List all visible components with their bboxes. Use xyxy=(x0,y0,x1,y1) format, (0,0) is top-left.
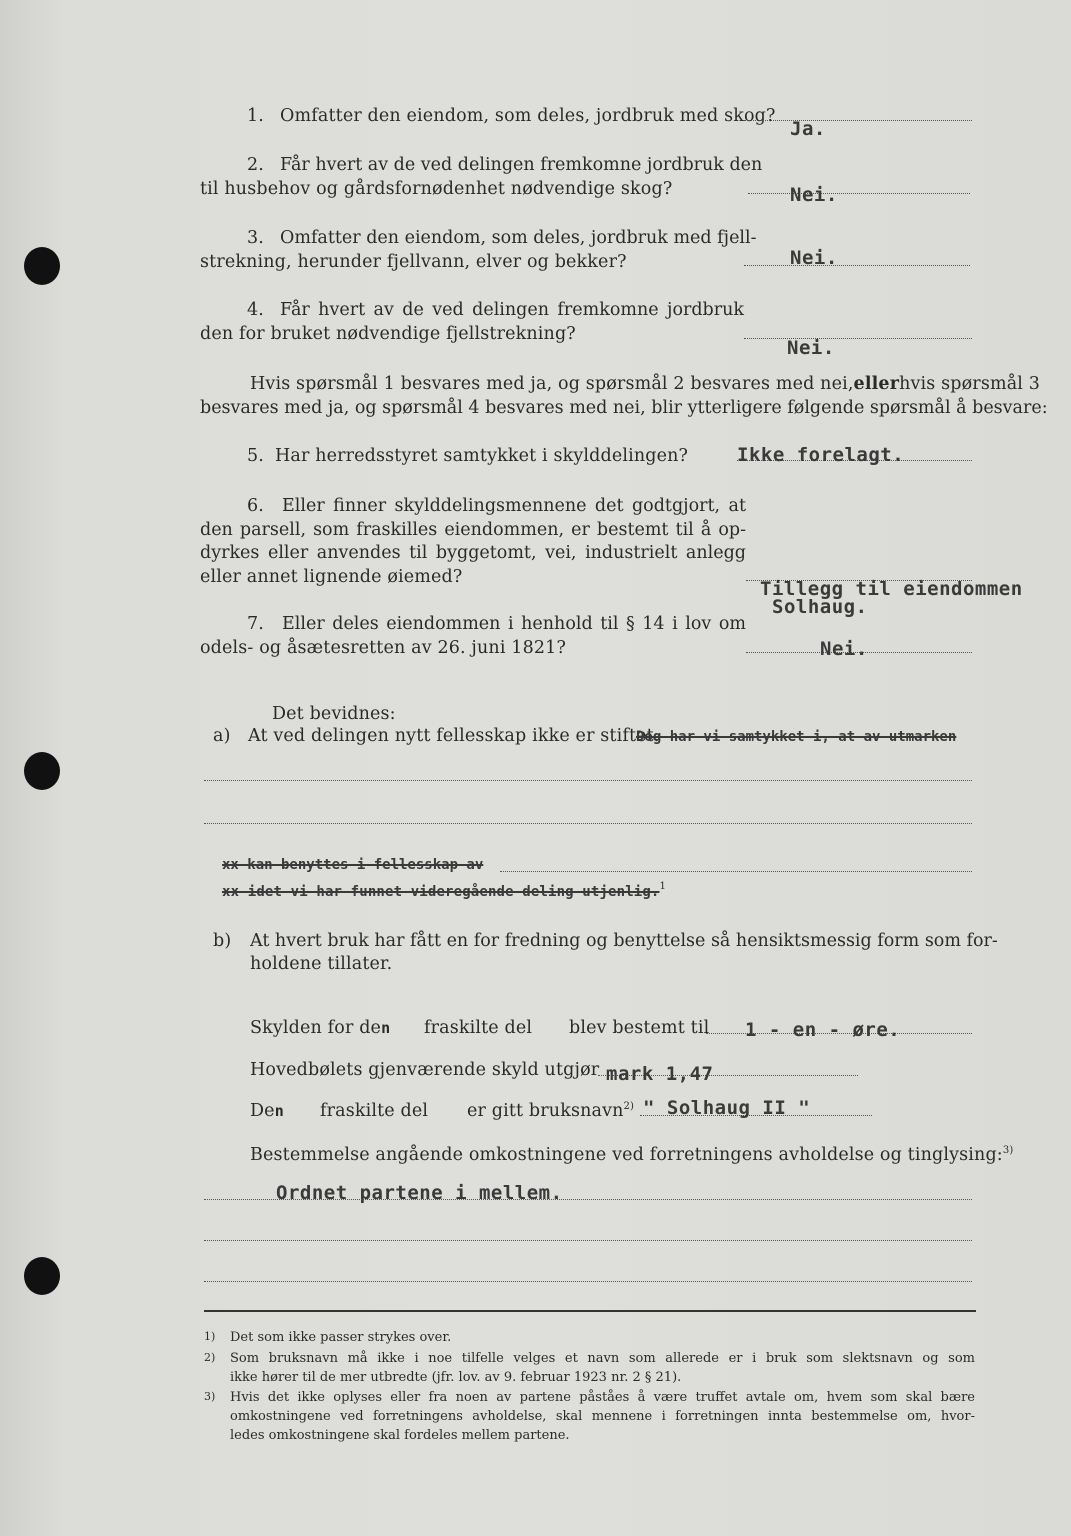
bestemmelse-line-2 xyxy=(204,1240,972,1241)
skyld-label-a xyxy=(250,1018,390,1038)
attest-a-blank-line-1 xyxy=(204,780,972,781)
question-4-answer-line xyxy=(744,338,972,339)
bruksnavn-label-c xyxy=(467,1101,634,1121)
bruksnavn-value: " Solhaug II " xyxy=(643,1097,811,1119)
question-5-text: Har herredsstyret samtykket i skylddelingen? xyxy=(275,446,689,466)
attest-b-line-1: At hvert bruk har fått en for fredning og benyttelse så hensiktsmessig form som for- xyxy=(250,931,998,951)
question-6-line-4: eller annet lignende øiemed? xyxy=(200,567,463,587)
attest-a-struck-text: Dog har vi samtykket i, at av utmarken xyxy=(636,729,957,745)
question-3-answer-line xyxy=(744,265,970,266)
question-2-answer: Nei. xyxy=(790,184,838,206)
footnote-3-line-2: omkostningene ved forretningens avholdelse, skal mennene i forretningen innta bestemmelse om, hvor- xyxy=(230,1409,975,1424)
question-7-answer: Nei. xyxy=(820,638,868,660)
footnote-3-line-3: ledes omkostningene skal fordeles mellem partene. xyxy=(230,1428,570,1443)
bestemmelse-value: Ordnet partene i mellem. xyxy=(276,1182,563,1204)
question-1-answer: Ja. xyxy=(790,118,826,140)
question-6-answer-line-2: Solhaug. xyxy=(772,596,868,618)
question-6-number: 6. xyxy=(247,496,264,516)
question-3-answer: Nei. xyxy=(790,247,838,269)
question-3-number: 3. xyxy=(247,228,264,248)
bruksnavn-sup: 2) xyxy=(623,1101,635,1113)
punch-hole-middle xyxy=(24,752,60,790)
skyld-value: 1 - en - øre. xyxy=(745,1019,901,1041)
attest-struck-line-2 xyxy=(222,881,666,901)
question-6-line-1: Eller finner skylddelingsmennene det godtgjort, at xyxy=(282,496,746,516)
condition-line-1-c: hvis spørsmål 3 xyxy=(899,374,1041,394)
question-4-answer: Nei. xyxy=(787,337,835,359)
bestemmelse-line-3 xyxy=(204,1281,972,1282)
footnote-1-line-1: Det som ikke passer strykes over. xyxy=(230,1330,452,1345)
bestemmelse-label xyxy=(250,1145,1013,1165)
condition-line-1 xyxy=(250,374,1041,394)
question-2-line-1: Får hvert av de ved delingen fremkomne jordbruk den xyxy=(280,155,763,175)
attest-struck-line-2-text: xx idet vi har funnet videregående deling utjenlig. xyxy=(222,884,660,900)
question-3-line-2: strekning, herunder fjellvann, elver og bekker? xyxy=(200,252,627,272)
bruksnavn-label-b: fraskilte del xyxy=(320,1101,429,1121)
footnote-2-number: 2) xyxy=(204,1351,216,1364)
question-4-number: 4. xyxy=(247,300,264,320)
hoved-value: mark 1,47 xyxy=(606,1063,714,1085)
attest-a-label: a) xyxy=(213,726,231,746)
question-1-text: Omfatter den eiendom, som deles, jordbruk med skog? xyxy=(280,106,776,126)
condition-line-2: besvares med ja, og spørsmål 4 besvares med nei, blir ytterligere følgende spørsmål å besvare: xyxy=(200,398,1048,418)
attest-heading: Det bevidnes: xyxy=(272,704,396,724)
attest-a-text: At ved delingen nytt fellesskap ikke er stiftet. xyxy=(248,726,660,746)
condition-line-1-a: Hvis spørsmål 1 besvares med ja, og spørsmål 2 besvares med nei, xyxy=(250,374,854,394)
footnote-3-line-1: Hvis det ikke oplyses eller fra noen av partene påståes å være truffet avtale om, hvem som skal bære xyxy=(230,1390,975,1405)
skyld-label-a-hand: n xyxy=(381,1019,391,1037)
question-2-number: 2. xyxy=(247,155,264,175)
bestemmelse-sup: 3) xyxy=(1002,1145,1014,1157)
attest-b-line-2: holdene tillater. xyxy=(250,954,393,974)
question-5-number: 5. xyxy=(247,446,264,466)
bruksnavn-label-c-text: er gitt bruksnavn xyxy=(467,1101,624,1121)
bruksnavn-label-a-hand: n xyxy=(274,1102,284,1120)
attest-struck-line-2-sup: 1 xyxy=(659,881,667,893)
question-4-line-1: Får hvert av de ved delingen fremkomne jordbruk xyxy=(280,300,744,320)
question-1-answer-line xyxy=(744,120,972,121)
question-7-line-2: odels- og åsætesretten av 26. juni 1821? xyxy=(200,638,566,658)
question-2-answer-line xyxy=(748,193,970,194)
hoved-label: Hovedbølets gjenværende skyld utgjør xyxy=(250,1060,600,1080)
attest-b-label: b) xyxy=(213,931,232,951)
footnote-3-number: 3) xyxy=(204,1390,216,1403)
question-4-line-2: den for bruket nødvendige fjellstrekning? xyxy=(200,324,576,344)
question-2-line-2: til husbehov og gårdsfornødenhet nødvendige skog? xyxy=(200,179,673,199)
skyld-label-a-text: Skylden for de xyxy=(250,1018,382,1038)
bruksnavn-label-a-text: De xyxy=(250,1101,275,1121)
question-6-answer-line-1: Tillegg til eiendommen xyxy=(760,578,1023,600)
question-6-line-2: den parsell, som fraskilles eiendommen, er bestemt til å op- xyxy=(200,520,746,540)
attest-struck-line-1-blank xyxy=(500,871,972,872)
footnote-2-line-2: ikke hører til de mer utbredte (jfr. lov. av 9. februar 1923 nr. 2 § 21). xyxy=(230,1370,682,1385)
question-3-line-1: Omfatter den eiendom, som deles, jordbruk med fjell- xyxy=(280,228,757,248)
punch-hole-bottom xyxy=(24,1257,60,1295)
skyld-label-c: blev bestemt til xyxy=(569,1018,710,1038)
question-5-answer: Ikke forelagt. xyxy=(737,444,905,466)
attest-a-blank-line-2 xyxy=(204,823,972,824)
question-6-line-3: dyrkes eller anvendes til byggetomt, vei, industrielt anlegg xyxy=(200,543,746,563)
attest-struck-line-1: xx kan benyttes i fellesskap av xyxy=(222,857,484,873)
bestemmelse-line-1 xyxy=(204,1199,972,1200)
footnote-1-number: 1) xyxy=(204,1330,216,1343)
footnote-divider xyxy=(204,1310,976,1312)
footnote-2-line-1: Som bruksnavn må ikke i noe tilfelle velges et navn som allerede er i bruk som slektsnavn og som xyxy=(230,1351,975,1366)
punch-hole-top xyxy=(24,247,60,285)
question-7-line-1: Eller deles eiendommen i henhold til § 14 i lov om xyxy=(282,614,746,634)
skyld-label-b: fraskilte del xyxy=(424,1018,533,1038)
condition-line-1-eller: eller xyxy=(853,374,900,394)
bruksnavn-label-a xyxy=(250,1101,284,1121)
bestemmelse-label-text: Bestemmelse angående omkostningene ved forretningens avholdelse og tinglysing: xyxy=(250,1145,1003,1165)
question-7-number: 7. xyxy=(247,614,264,634)
question-1-number: 1. xyxy=(247,106,264,126)
